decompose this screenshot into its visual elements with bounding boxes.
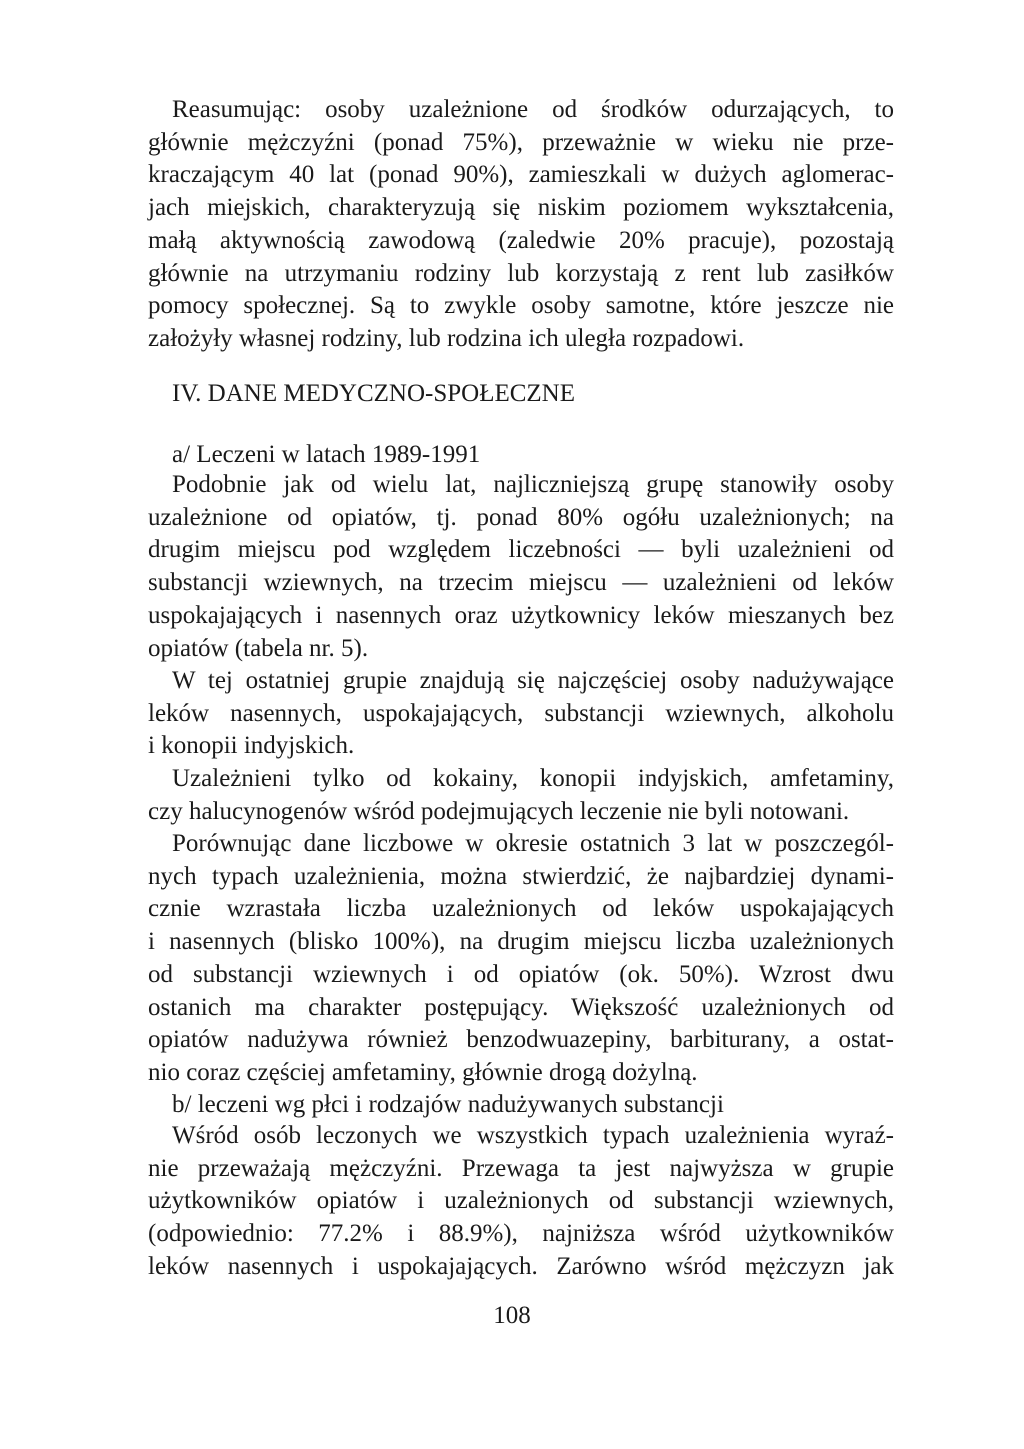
text-line: leków nasennych, uspokajających, substancji wziewnych, alkoholu <box>148 699 894 727</box>
text-line: jach miejskich, charakteryzują się niskim poziomem wykształcenia, <box>148 194 894 222</box>
text-line: i nasennych (blisko 100%), na drugim miejscu liczba uzależnionych <box>148 928 894 956</box>
text-line: nych typach uzależnienia, można stwierdzić, że najbardziej dynami- <box>148 862 894 890</box>
text-line: nie przeważają mężczyźni. Przewaga ta jest najwyższa w grupie <box>148 1154 894 1182</box>
text-line: użytkowników opiatów i uzależnionych od substancji wziewnych, <box>148 1187 894 1215</box>
text-line: i konopii indyjskich. <box>148 732 355 760</box>
text-line: nio coraz częściej amfetaminy, głównie drogą dożylną. <box>148 1058 698 1086</box>
text-line: pomocy społecznej. Są to zwykle osoby samotne, które jeszcze nie <box>148 292 894 320</box>
text-line: opiatów nadużywa również benzodwuazepiny, barbiturany, a ostat- <box>148 1026 894 1054</box>
text-line: Podobnie jak od wielu lat, najliczniejszą grupę stanowiły osoby <box>172 471 894 498</box>
subsection-a-title: a/ Leczeni w latach 1989-1991 <box>172 441 481 468</box>
text-line: Wśród osób leczonych we wszystkich typach uzależnienia wyraź- <box>172 1122 894 1149</box>
subsection-a-paragraph-4 <box>148 828 894 1090</box>
text-line: cznie wzrastała liczba uzależnionych od leków uspokajających <box>148 895 894 923</box>
text-line: małą aktywnością zawodową (zaledwie 20% pracuje), pozostają <box>148 226 894 254</box>
text-line: Reasumując: osoby uzależnione od środków odurzających, to <box>172 96 894 123</box>
text-line: kraczającym 40 lat (ponad 90%), zamieszkali w dużych aglomerac- <box>148 161 894 189</box>
text-line: opiatów (tabela nr. 5). <box>148 634 369 662</box>
text-line: czy halucynogenów wśród podejmujących leczenie nie byli notowani. <box>148 797 850 825</box>
page-number: 108 <box>493 1302 531 1329</box>
subsection-b-paragraph-1 <box>148 1120 894 1284</box>
text-line: leków nasennych i uspokajających. Zarówno wśród mężczyzn jak <box>148 1252 894 1280</box>
text-line: (odpowiednio: 77.2% i 88.9%), najniższa wśród użytkowników <box>148 1220 894 1248</box>
text-line: substancji wziewnych, na trzecim miejscu — uzależnieni od leków <box>148 569 894 597</box>
text-line: Porównując dane liczbowe w okresie ostatnich 3 lat w poszczegól- <box>172 830 894 857</box>
text-line: ostanich ma charakter postępujący. Większość uzależnionych od <box>148 993 894 1021</box>
subsection-a-paragraph-1 <box>148 469 894 665</box>
subsection-b-title: b/ leczeni wg płci i rodzajów nadużywanych substancji <box>172 1091 724 1118</box>
text-line: drugim miejscu pod względem liczebności — byli uzależnieni od <box>148 536 894 564</box>
text-line: założyły własnej rodziny, lub rodzina ich uległa rozpadowi. <box>148 324 745 352</box>
text-line: głównie na utrzymaniu rodziny lub korzystają z rent lub zasiłków <box>148 259 894 287</box>
section-heading: IV. DANE MEDYCZNO-SPOŁECZNE <box>172 380 576 407</box>
text-line: W tej ostatniej grupie znajdują się najczęściej osoby nadużywające <box>172 667 894 694</box>
text-line: od substancji wziewnych i od opiatów (ok. 50%). Wzrost dwu <box>148 960 894 988</box>
text-line: uspokajających i nasennych oraz użytkownicy leków mieszanych bez <box>148 601 894 629</box>
subsection-a-paragraph-3 <box>148 763 894 828</box>
subsection-a-paragraph-2 <box>148 665 894 763</box>
text-line: uzależnione od opiatów, tj. ponad 80% ogółu uzależnionych; na <box>148 503 894 531</box>
text-line: Uzależnieni tylko od kokainy, konopii indyjskich, amfetaminy, <box>172 765 894 792</box>
intro-paragraph <box>148 94 894 356</box>
text-line: głównie mężczyźni (ponad 75%), przeważnie w wieku nie prze- <box>148 128 894 156</box>
